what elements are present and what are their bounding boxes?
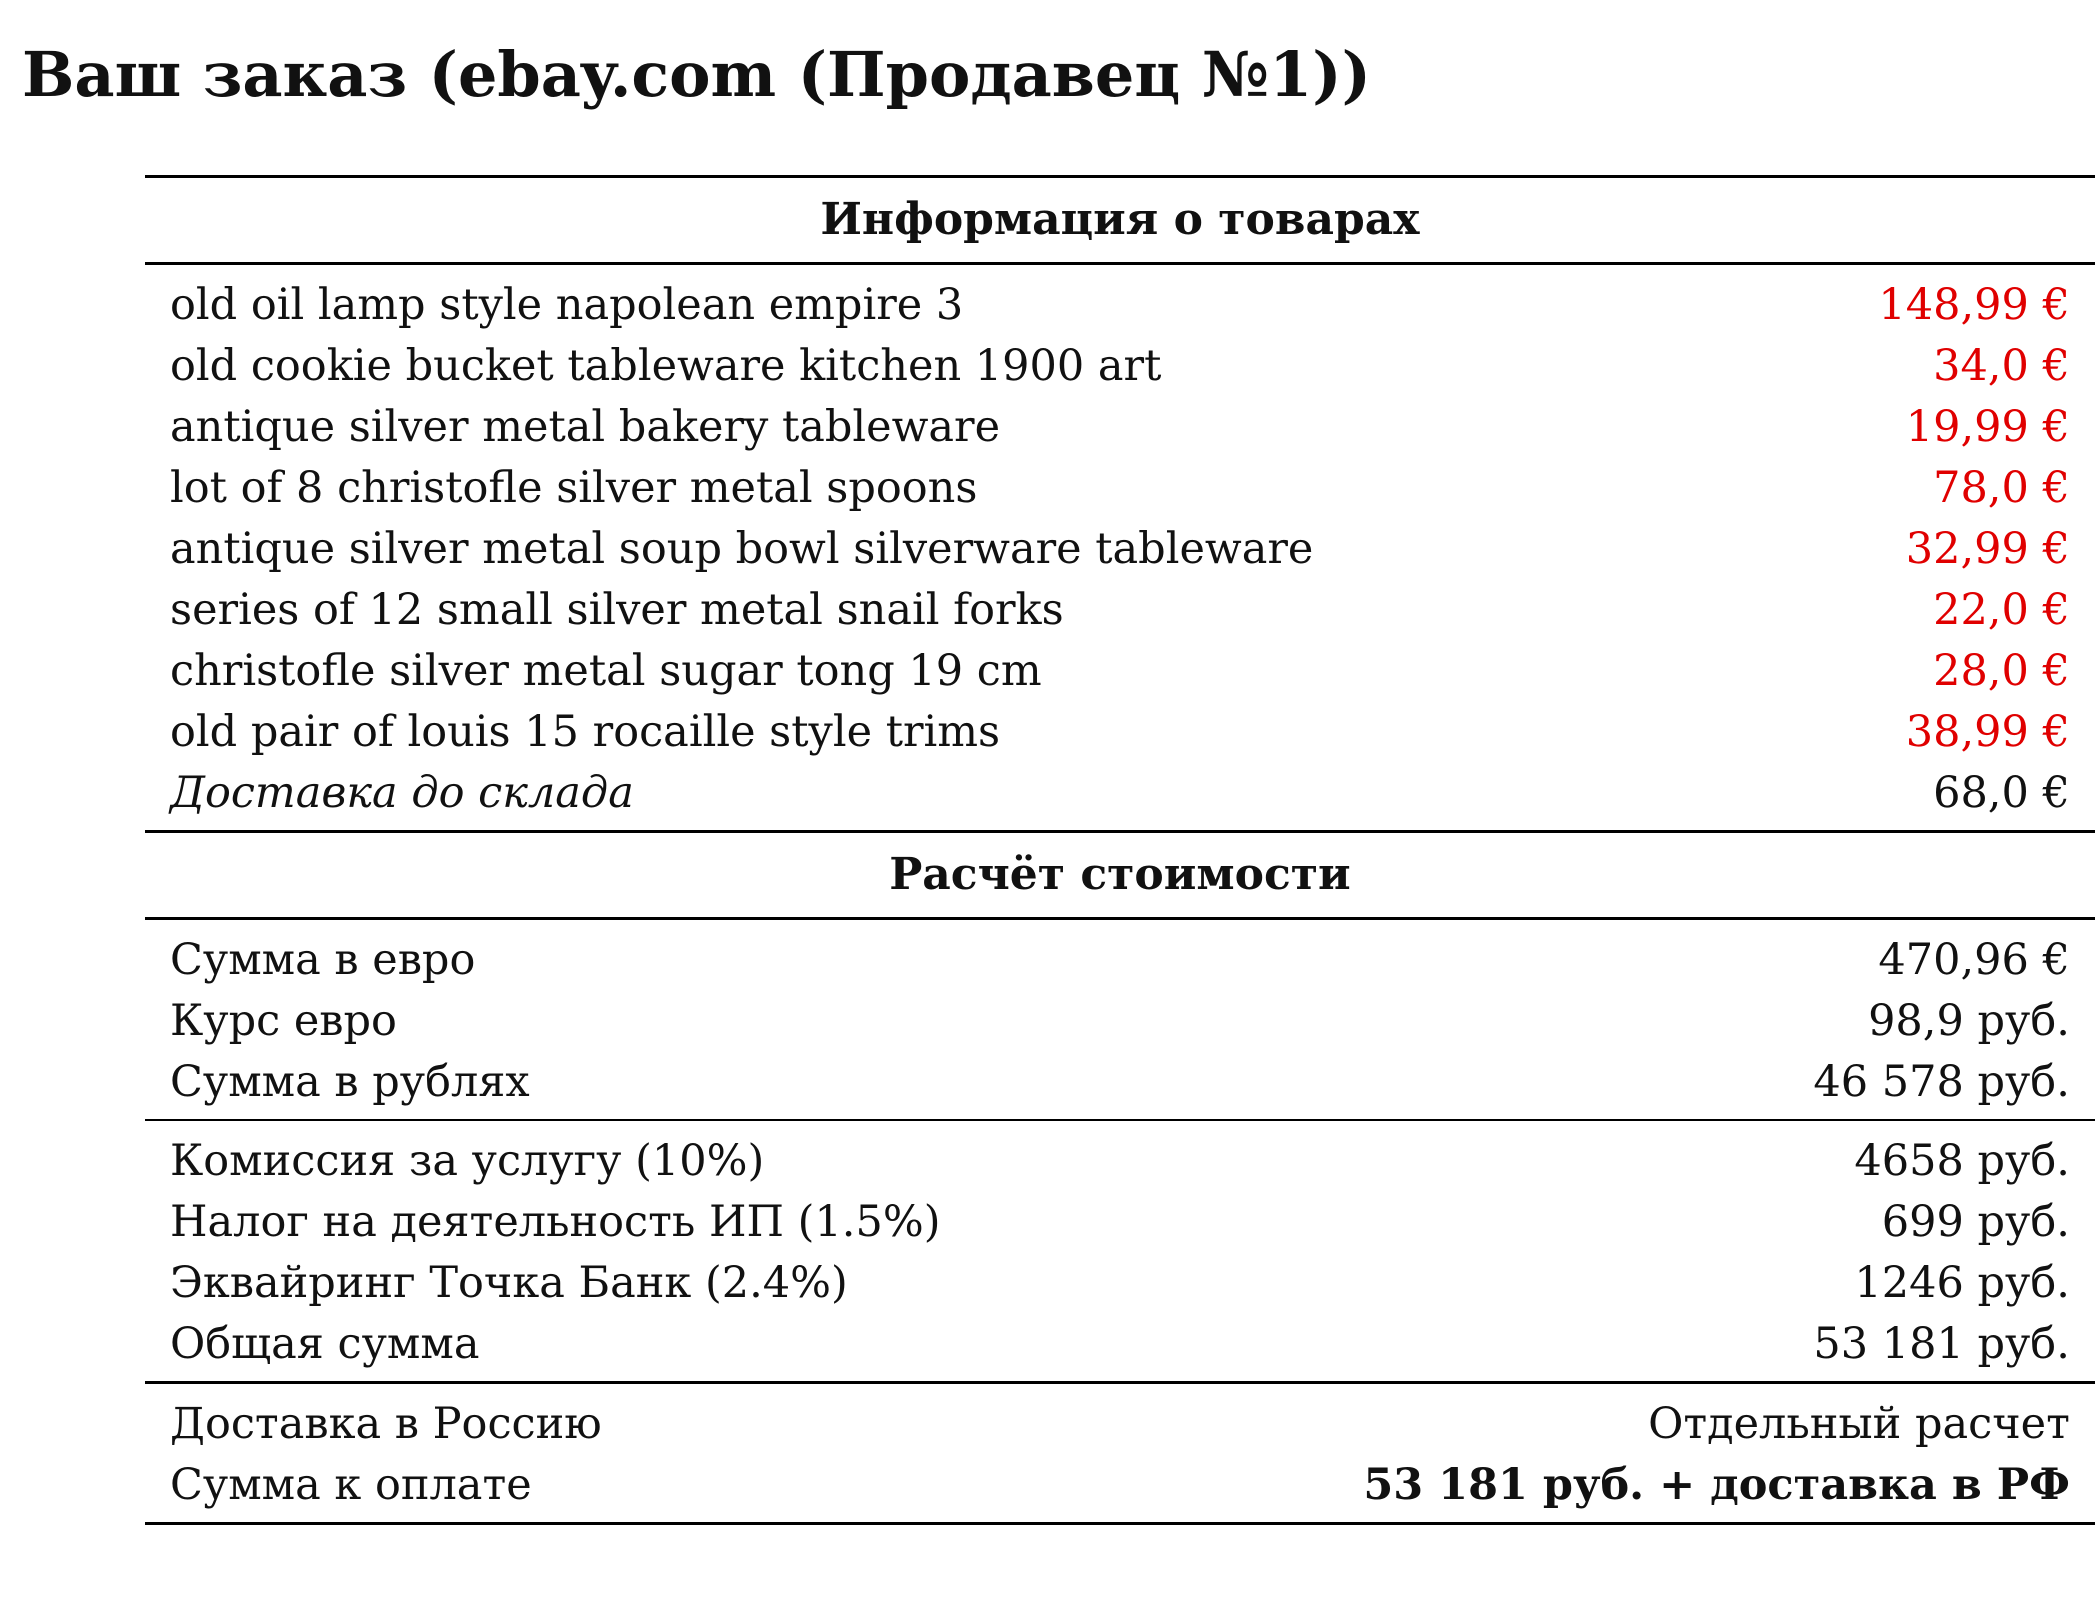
product-price: 28,0 €	[1933, 646, 2070, 696]
product-name: old pair of louis 15 rocaille style trims	[170, 707, 1001, 757]
table-row	[145, 1253, 2095, 1314]
table-row	[145, 1192, 2095, 1253]
russia-shipping-label: Доставка в Россию	[145, 1383, 1338, 1456]
table-row	[145, 641, 2095, 702]
products-header-row	[145, 177, 2095, 264]
table-row	[145, 1455, 2095, 1524]
table-row	[145, 1120, 2095, 1192]
product-name: antique silver metal bakery tableware	[170, 402, 1001, 452]
calculation-header-row	[145, 832, 2095, 919]
russia-shipping-value: Отдельный расчет	[1338, 1383, 2095, 1456]
sum-rubles-label: Сумма в рублях	[170, 1057, 530, 1107]
product-name: lot of 8 christofle silver metal spoons	[170, 463, 978, 513]
tax-value: 699 руб.	[1881, 1197, 2070, 1247]
table-row	[145, 580, 2095, 641]
page-title: Ваш заказ (ebay.com (Продавец №1))	[22, 38, 1371, 111]
shipping-to-warehouse-row	[145, 763, 2095, 832]
table-row	[145, 1314, 2095, 1383]
product-price: 19,99 €	[1905, 402, 2070, 452]
table-row	[145, 458, 2095, 519]
product-name: antique silver metal soup bowl silverware tableware	[170, 524, 1314, 574]
product-price: 78,0 €	[1933, 463, 2070, 513]
amount-due-label: Сумма к оплате	[145, 1455, 1338, 1524]
sum-rubles-value: 46 578 руб.	[1813, 1057, 2070, 1107]
product-price: 148,99 €	[1878, 280, 2070, 330]
product-name: old cookie bucket tableware kitchen 1900 art	[170, 341, 1162, 391]
table-row	[145, 991, 2095, 1052]
table-row	[145, 702, 2095, 763]
table-row	[145, 919, 2095, 992]
table-row	[145, 397, 2095, 458]
acquiring-label: Эквайринг Точка Банк (2.4%)	[170, 1258, 848, 1308]
amount-due-value: 53 181 руб. + доставка в РФ	[1338, 1455, 2095, 1524]
acquiring-value: 1246 руб.	[1854, 1258, 2070, 1308]
total-value: 53 181 руб.	[1813, 1319, 2070, 1369]
table-row	[145, 336, 2095, 397]
euro-rate-value: 98,9 руб.	[1868, 996, 2070, 1046]
product-name: series of 12 small silver metal snail forks	[170, 585, 1064, 635]
product-price: 34,0 €	[1933, 341, 2070, 391]
product-price: 22,0 €	[1933, 585, 2070, 635]
table-row	[145, 1052, 2095, 1120]
product-name: old oil lamp style napolean empire 3	[170, 280, 964, 330]
total-label: Общая сумма	[170, 1319, 480, 1369]
product-price: 38,99 €	[1905, 707, 2070, 757]
service-fee-label: Комиссия за услугу (10%)	[145, 1120, 1338, 1192]
table-row	[145, 264, 2095, 337]
sum-euro-value: 470,96 €	[1878, 935, 2070, 985]
euro-rate-label: Курс евро	[170, 996, 397, 1046]
table-row	[145, 519, 2095, 580]
shipping-to-warehouse-label: Доставка до склада	[170, 768, 634, 818]
product-name: christofle silver metal sugar tong 19 cm	[170, 646, 1042, 696]
product-price: 32,99 €	[1905, 524, 2070, 574]
service-fee-value: 4658 руб.	[1338, 1120, 2095, 1192]
products-section-header: Информация о товарах	[145, 177, 2095, 264]
shipping-to-warehouse-value: 68,0 €	[1933, 768, 2070, 818]
table-row	[145, 1383, 2095, 1456]
sum-euro-label: Сумма в евро	[170, 935, 476, 985]
tax-label: Налог на деятельность ИП (1.5%)	[170, 1197, 941, 1247]
order-table	[145, 175, 2095, 1525]
calculation-section-header: Расчёт стоимости	[145, 832, 2095, 919]
